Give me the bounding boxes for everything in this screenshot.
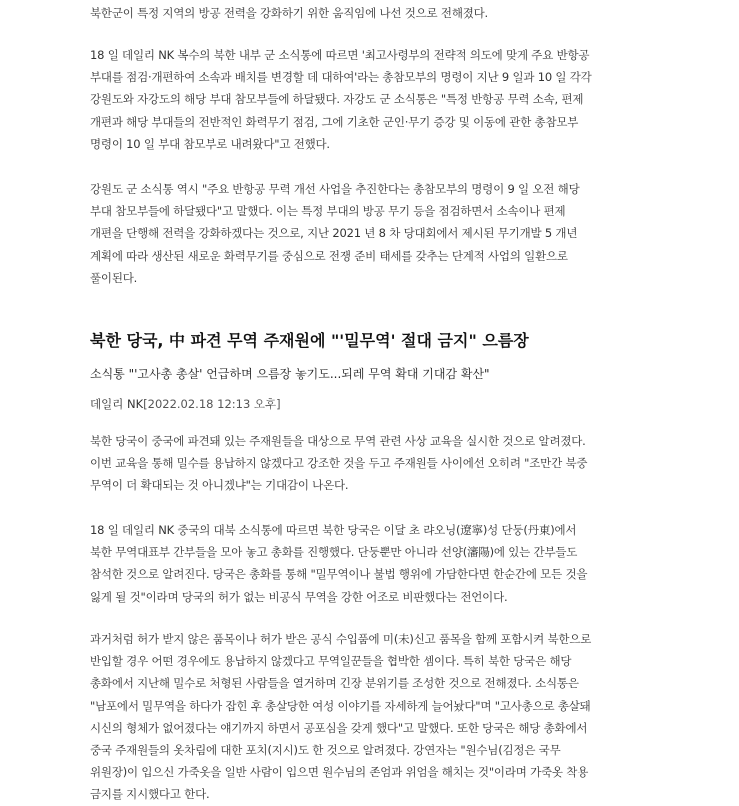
text-line: 북한 당국이 중국에 파견돼 있는 주재원들을 대상으로 무역 관련 사상 교육을 실시한 것으로 알려졌다. [90,434,586,448]
article1-paragraph-2 [90,44,655,155]
text-line: 명령이 10 일 부대 참모부로 내려왔다"고 전했다. [90,136,330,151]
byline-date: [2022.02.18 12:13 오후] [143,397,281,411]
article1-paragraph-3 [90,178,655,289]
article-headline: 북한 당국, 中 파견 무역 주재원에 "'밀무역' 절대 금지" 으름장 [90,331,529,350]
article-byline [90,396,281,412]
text-line: 18 일 데일리 NK 중국의 대북 소식통에 따르면 북한 당국은 이달 초 랴오닝(遼寧)성 단둥(丹東)에서 [90,523,577,537]
text-line: 개편을 단행해 전력을 강화하겠다는 것으로, 지난 2021 년 8 차 당대회에서 제시된 무기개발 5 개년 [90,226,578,241]
text-line: 계획에 따라 생산된 새로운 화력무기를 중심으로 전쟁 준비 태세를 갖추는 단계적 사업의 일환으로 [90,248,568,263]
text-line: 개편과 해당 부대들의 전반적인 화력무기 점검, 그에 기초한 군인·무기 증강 및 이동에 관한 총참모부 [90,114,579,129]
text-line: 부대를 점검·개편하여 소속과 배치를 변경할 데 대하여'라는 총참모부의 명령이 지난 9 일과 10 일 각각 [90,70,592,85]
text-line: 반입할 경우 어떤 경우에도 용납하지 않겠다고 무역일꾼들을 협박한 셈이다. 특히 북한 당국은 해당 [90,654,572,669]
text-line: 금지를 지시했다고 한다. [90,787,210,802]
text-line: 잃게 될 것"이라며 당국의 허가 없는 비공식 무역을 강한 어조로 비판했다는 전언이다. [90,589,508,604]
article2-paragraph-2 [90,519,655,608]
text-line: 강원도와 자강도의 해당 부대 참모부들에 하달됐다. 자강도 군 소식통은 "특정 반항공 무력 소속, 편제 [90,92,584,107]
text-line: "남포에서 밀무역을 하다가 잡힌 후 총살당한 여성 이야기를 자세하게 늘어놨다"며 "고사총으로 총살돼 [90,698,591,713]
text-line: 시신의 형체가 없어졌다는 얘기까지 하면서 공포심을 갖게 했다"고 말했다. 또한 당국은 해당 총화에서 [90,720,588,735]
text-line: 총화에서 지난해 밀수로 처형된 사람들을 열거하며 긴장 분위기를 조성한 것으로 전해졌다. 소식통은 [90,676,579,691]
text-line: 위원장)이 입으신 가죽옷을 일반 사람이 입으면 원수님의 존엄과 위엄을 해치는 것"이라며 가죽옷 착용 [90,765,589,780]
article-subtitle: 소식통 "'고사총 총살' 언급하며 으름장 놓기도...되레 무역 확대 기대감 확산" [90,367,490,381]
text-line: 이번 교육을 통해 밀수를 용납하지 않겠다고 강조한 것을 두고 주재원들 사이에선 오히려 "조만간 북중 [90,456,588,471]
article2-paragraph-3 [90,628,655,806]
text-line: 참석한 것으로 알려진다. 당국은 총화를 통해 "밀무역이나 불법 행위에 가담한다면 한순간에 모든 것을 [90,567,588,582]
text-line: 과거처럼 허가 받지 않은 품목이나 허가 받은 공식 수입품에 미(未)신고 품목을 함께 포함시켜 북한으로 [90,632,592,646]
text-line: 중국 주재원들의 옷차림에 대한 포치(지시)도 한 것으로 알려졌다. 강연자는 "원수님(김정은 국무 [90,743,561,758]
text-line: 강원도 군 소식통 역시 "주요 반항공 무력 개선 사업을 추진한다는 총참모부의 명령이 9 일 오전 해당 [90,182,580,196]
text-line: 풀이된다. [90,270,138,285]
text-line: 북한군이 특정 지역의 방공 전력을 강화하기 위한 움직임에 나선 것으로 전해졌다. [90,6,489,20]
text-line: 18 일 데일리 NK 복수의 북한 내부 군 소식통에 따르면 '최고사령부의 전략적 의도에 맞게 주요 반항공 [90,48,590,62]
text-line: 북한 무역대표부 간부들을 모아 놓고 총화를 진행했다. 단둥뿐만 아니라 선양(瀋陽)에 있는 간부들도 [90,545,578,560]
text-line: 무역이 더 확대되는 것 아니겠냐"는 기대감이 나온다. [90,478,349,493]
article1-paragraph-1 [90,2,655,24]
byline-source: 데일리 NK [90,397,144,411]
article2-paragraph-1 [90,430,655,497]
text-line: 부대 참모부들에 하달됐다"고 말했다. 이는 특정 부대의 방공 무기 등을 점검하면서 소속이나 편제 [90,204,566,219]
